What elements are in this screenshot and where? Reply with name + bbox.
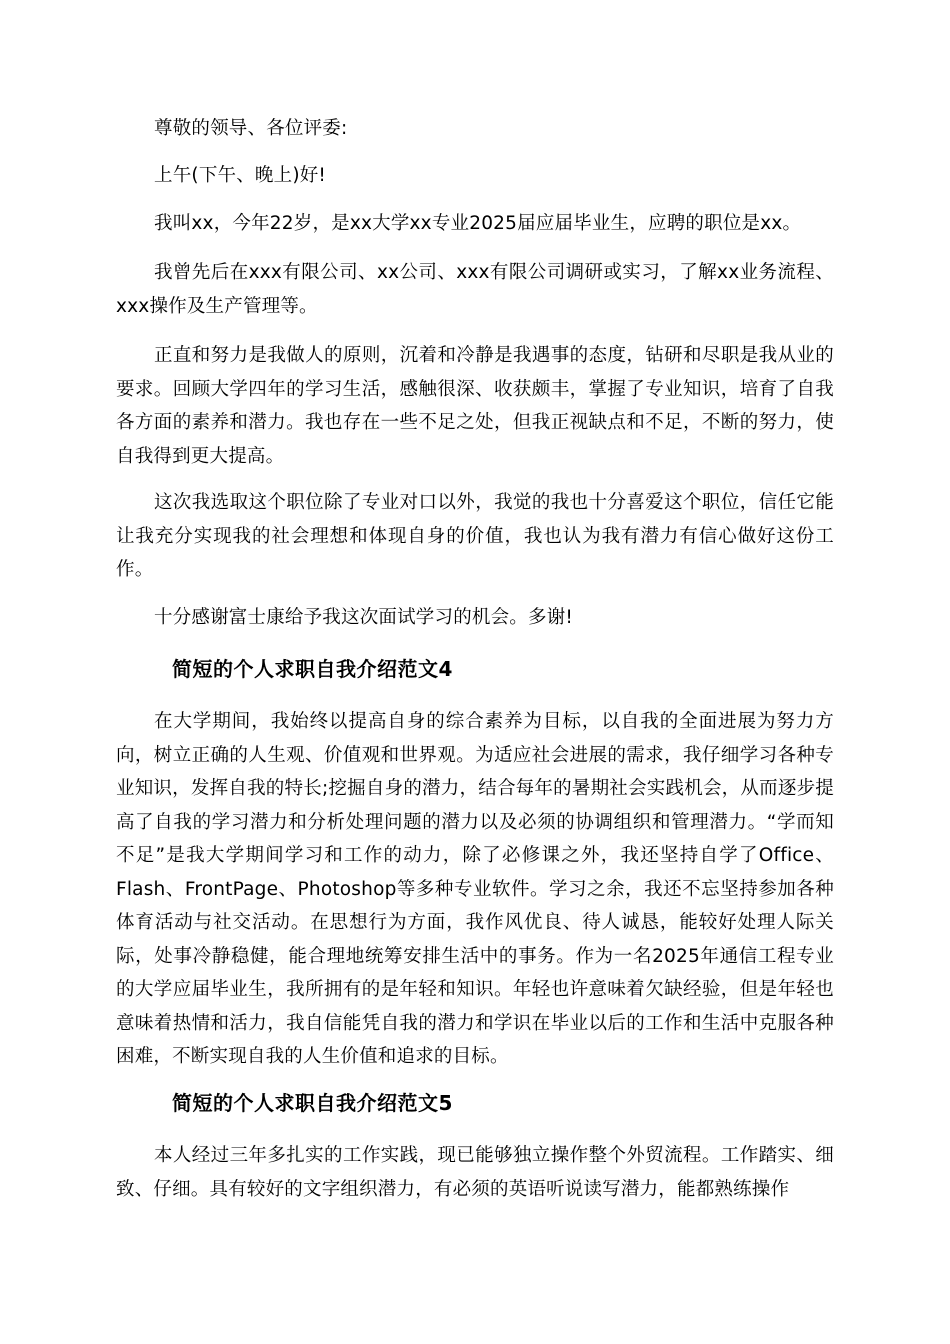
section-5-paragraph: 本人经过三年多扎实的工作实践，现已能够独立操作整个外贸流程。工作踏实、细致、仔细。具有较好的文字组织潜力，有必须的英语听说读写潜力，能都熟练操作 [116,1145,834,1200]
section-heading-5: 简短的个人求职自我介绍范文5 [172,1091,453,1115]
thanks-paragraph: 十分感谢富士康给予我这次面试学习的机会。多谢! [154,607,574,628]
section-4-paragraph: 在大学期间，我始终以提高自身的综合素养为目标，以自我的全面进展为努力方向，树立正确的人生观、价值观和世界观。为适应社会进展的需求，我仔细学习各种专业知识，发挥自我的特长;挖掘自身的潜力，结合每年的暑期社会实践机会，从而逐步提高了自我的学习潜力和分析处理问题的潜力以及必须的协调组织和管理潜力。“学而知不足”是我大学期间学习和工作的动力，除了必修课之外，我还坚持自学了Office、Flash、FrontPage、Photoshop等多种专业软件。学习之余，我还不忘坚持参加各种体育活动与社交活动。在思想行为方面，我作风优良、待人诚恳，能较好处理人际关际，处事冷静稳健，能合理地统筹安排生活中的事务。作为一名2025年通信工程专业的大学应届毕业生，我所拥有的是年轻和知识。年轻也许意味着欠缺经验，但是年轻也意味着热情和活力，我自信能凭自我的潜力和学识在毕业以后的工作和生活中克服各种困难，不断实现自我的人生价值和追求的目标。 [116,711,834,1067]
principles-paragraph: 正直和努力是我做人的原则，沉着和冷静是我遇事的态度，钻研和尽职是我从业的要求。回顾大学四年的学习生活，感触很深、收获颇丰，掌握了专业知识，培育了自我各方面的素养和潜力。我也存在一些不足之处，但我正视缺点和不足，不断的努力，使自我得到更大提高。 [116,345,834,467]
intro-paragraph: 我叫xx，今年22岁，是xx大学xx专业2025届应届毕业生，应聘的职位是xx。 [154,213,802,234]
salutation-paragraph: 尊敬的领导、各位评委: [154,118,348,139]
greeting-paragraph: 上午(下午、晚上)好! [154,165,327,186]
experience-paragraph: 我曾先后在xxx有限公司、xx公司、xxx有限公司调研或实习，了解xx业务流程、xxx操作及生产管理等。 [116,262,834,317]
position-paragraph: 这次我选取这个职位除了专业对口以外，我觉的我也十分喜爱这个职位，信任它能让我充分实现我的社会理想和体现自身的价值，我也认为我有潜力有信心做好这份工作。 [116,492,834,580]
section-heading-4: 简短的个人求职自我介绍范文4 [172,657,453,681]
